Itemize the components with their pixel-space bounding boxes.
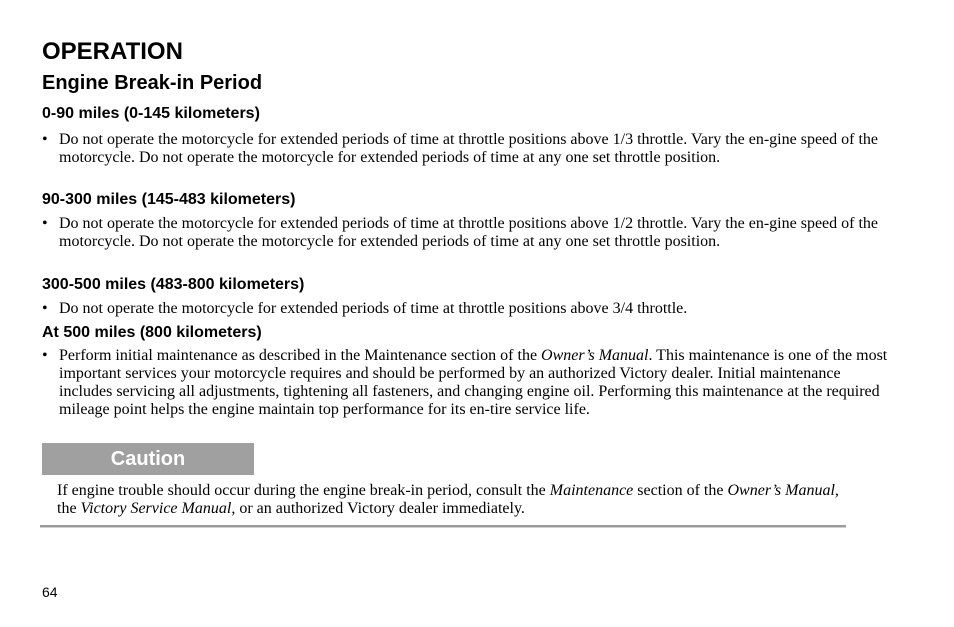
caution-label: Caution: [42, 443, 254, 475]
caution-divider-shadow: [40, 527, 846, 528]
bullet-text-part1: Perform initial maintenance as described in the Maintenance section of the: [59, 347, 542, 364]
mileage-heading-90-300: 90-300 miles (145-483 kilometers): [42, 191, 296, 208]
bullet-symbol: •: [42, 300, 48, 317]
caution-text-part2: section of the: [633, 482, 728, 499]
bullet-item-500: [42, 347, 892, 419]
service-manual-reference: Victory Service Manual: [80, 500, 232, 517]
chapter-title: OPERATION: [42, 38, 183, 65]
mileage-heading-500: At 500 miles (800 kilometers): [42, 324, 262, 341]
bullet-text: Do not operate the motorcycle for extended periods of time at throttle positions above 1/2 throttle. Vary the en-gine speed of the motorcycle. Do not operate the motorcycle for extended periods of time at any one set throttle position.: [59, 215, 879, 250]
page-number: 64: [42, 584, 58, 600]
caution-text-part4: , or an authorized Victory dealer immediately.: [231, 500, 525, 517]
mileage-heading-0-90: 0-90 miles (0-145 kilometers): [42, 105, 260, 122]
caution-text-part1: If engine trouble should occur during the engine break-in period, consult the: [57, 482, 550, 499]
bullet-symbol: •: [42, 131, 48, 148]
bullet-symbol: •: [42, 215, 48, 232]
bullet-text: Do not operate the motorcycle for extended periods of time at throttle positions above 3/4 throttle.: [59, 300, 688, 317]
section-title: Engine Break-in Period: [42, 72, 263, 94]
caution-text-part3: , the: [57, 482, 839, 517]
bullet-item-90-300: [42, 215, 892, 251]
owners-manual-reference: Owner’s Manual: [541, 347, 649, 364]
bullet-item-300-500: [42, 300, 892, 318]
mileage-heading-300-500: 300-500 miles (483-800 kilometers): [42, 276, 305, 293]
bullet-text: Do not operate the motorcycle for extended periods of time at throttle positions above 1/3 throttle. Vary the en-gine speed of the motorcycle. Do not operate the motorcycle for extended periods of time at any one set throttle position.: [59, 131, 879, 166]
owners-manual-reference: Owner’s Manual: [727, 482, 835, 499]
caution-text: [57, 482, 857, 518]
bullet-item-0-90: [42, 131, 892, 167]
bullet-symbol: •: [42, 347, 48, 364]
bullet-text-part2: . This maintenance is one of the most important services your motorcycle requires and should be performed by an authorized Victory dealer. Initial maintenance includes servicing all adjustments, tightening all fasteners, and changing engine oil. Performing this maintenance at the required mileage point helps the engine maintain top performance for its en-tire service life.: [59, 347, 888, 418]
maintenance-reference: Maintenance: [549, 482, 634, 499]
